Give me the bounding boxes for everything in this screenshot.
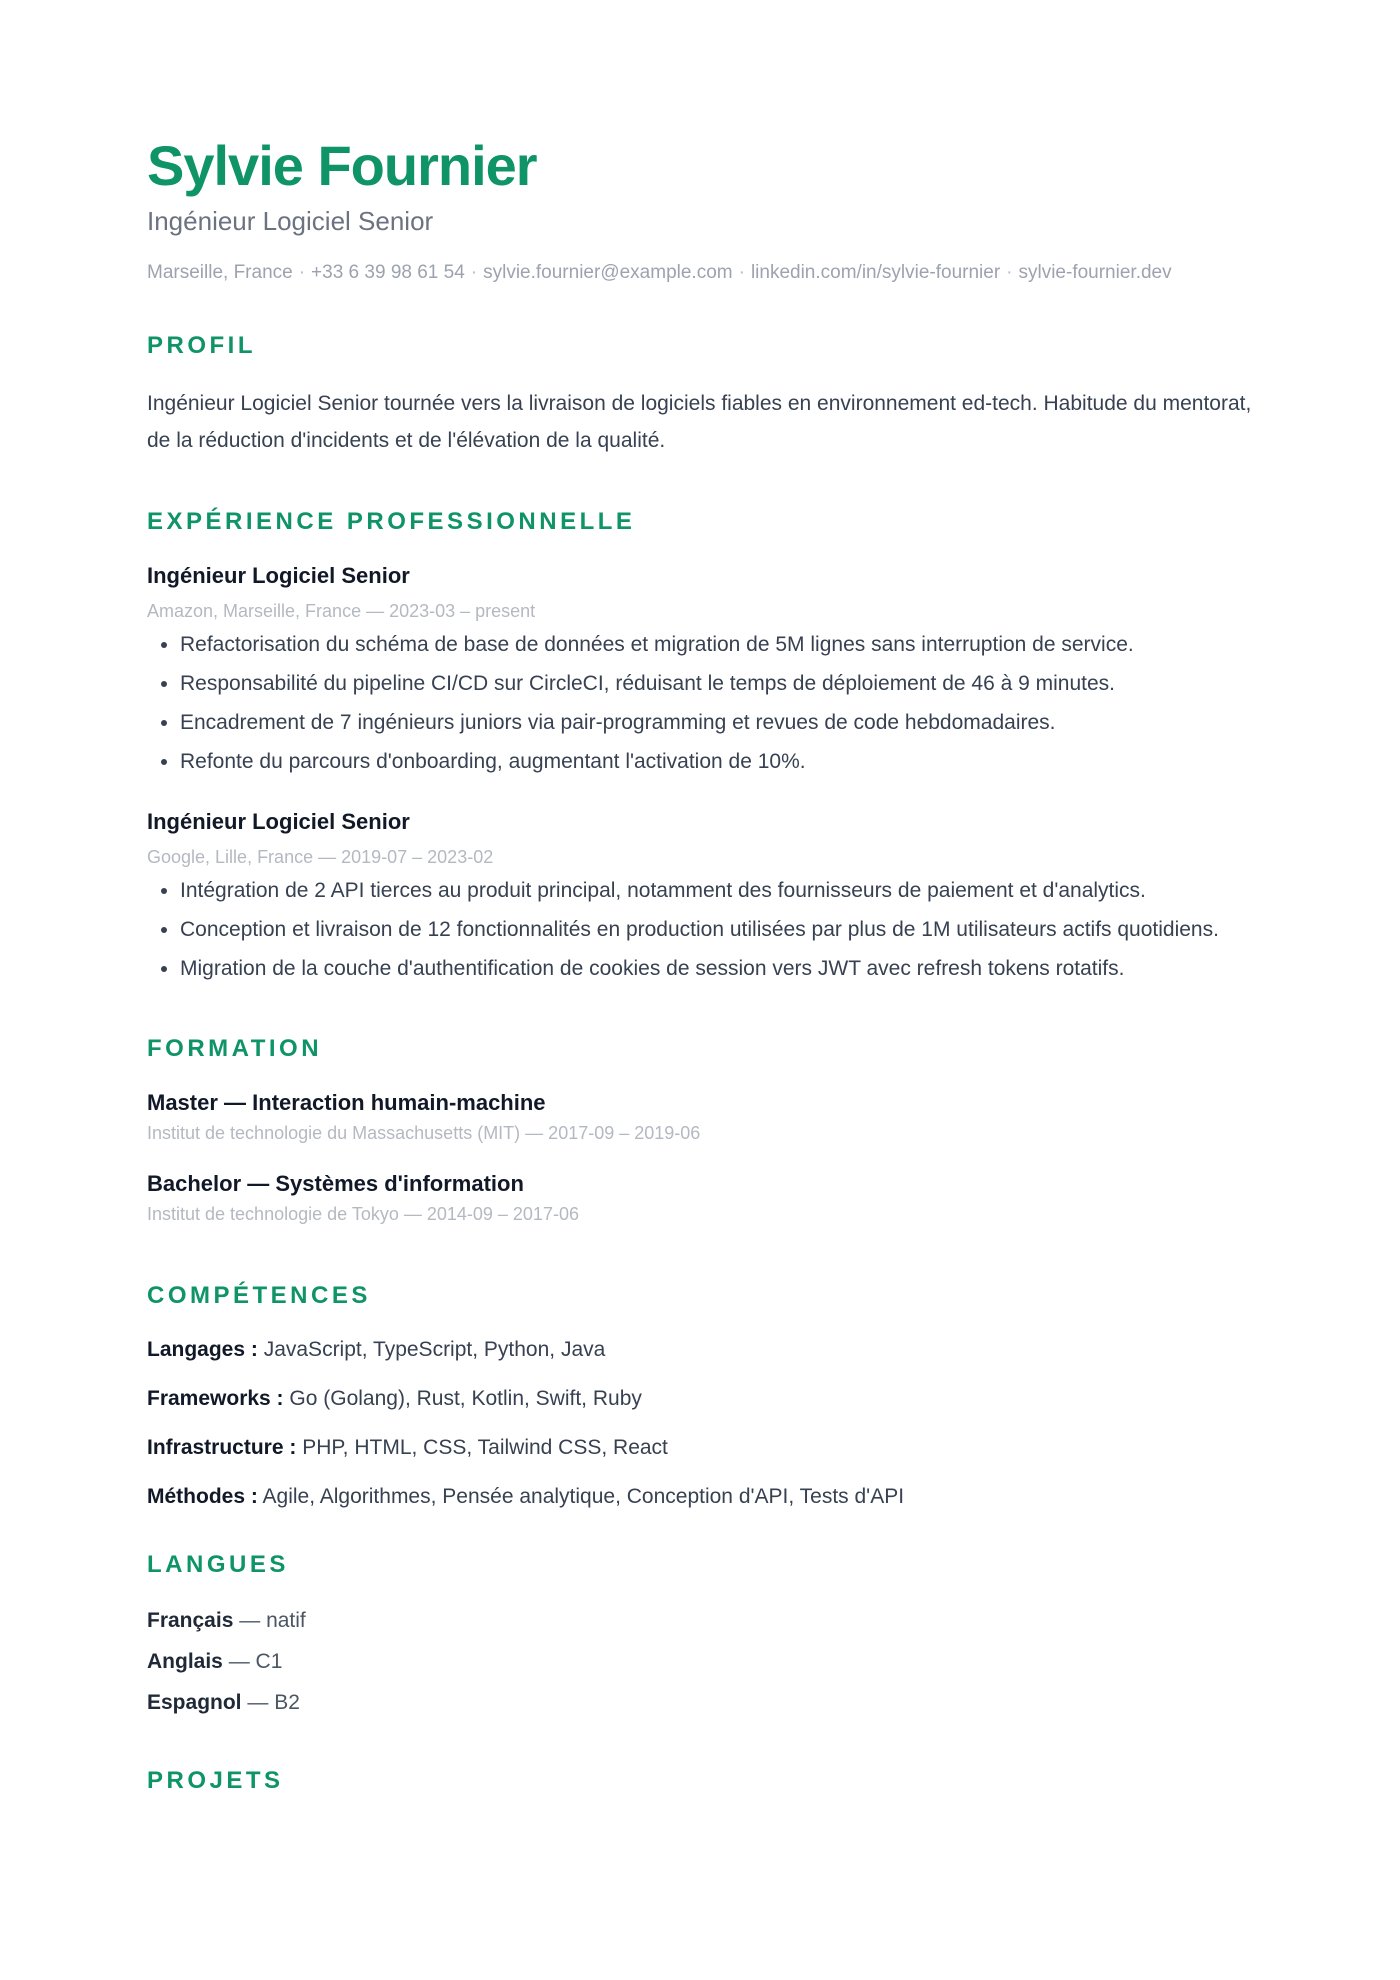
skill-row	[147, 1384, 1253, 1414]
skill-value: JavaScript, TypeScript, Python, Java	[263, 1338, 606, 1361]
contact-email[interactable]: sylvie.fournier@example.com	[483, 262, 733, 283]
language-name: Espagnol	[147, 1691, 242, 1714]
languages-section	[147, 1550, 1253, 1718]
job-meta: Amazon, Marseille, France — 2023-03 – present	[147, 601, 536, 621]
language-level: — natif	[239, 1609, 306, 1632]
education-title: Bachelor — Systèmes d'information	[147, 1171, 524, 1196]
job-bullet: • Encadrement de 7 ingénieurs juniors via pair-programming et revues de code hebdomadaires.	[180, 706, 1253, 740]
job-title: Ingénieur Logiciel Senior	[147, 563, 410, 588]
contact-website[interactable]: sylvie-fournier.dev	[1018, 262, 1172, 283]
skill-value: PHP, HTML, CSS, Tailwind CSS, React	[302, 1436, 668, 1459]
profile-heading: PROFIL	[147, 332, 256, 359]
language-name: Français	[147, 1609, 234, 1632]
job-bullet: • Migration de la couche d'authentification de cookies de session vers JWT avec refresh tokens rotatifs.	[180, 952, 1253, 986]
education-meta: Institut de technologie de Tokyo — 2014-09 – 2017-06	[147, 1204, 579, 1224]
contact-separator: ·	[738, 262, 745, 283]
languages-heading: LANGUES	[147, 1551, 289, 1578]
contact-separator: ·	[298, 262, 306, 283]
skills-section	[147, 1281, 1253, 1512]
experience-heading: EXPÉRIENCE PROFESSIONNELLE	[147, 508, 636, 535]
experience-section	[147, 507, 1253, 986]
profile-section	[147, 331, 1253, 459]
skill-label: Méthodes :	[147, 1485, 258, 1508]
language-row	[147, 1606, 1253, 1636]
skill-label: Infrastructure :	[147, 1436, 297, 1459]
job-bullet: • Refonte du parcours d'onboarding, augmentant l'activation de 10%.	[180, 745, 1253, 779]
job-meta: Google, Lille, France — 2019-07 – 2023-02	[147, 847, 494, 867]
skill-row	[147, 1433, 1253, 1463]
skills-list	[147, 1335, 1253, 1512]
contact-linkedin[interactable]: linkedin.com/in/sylvie-fournier	[750, 262, 1001, 283]
job-title: Ingénieur Logiciel Senior	[147, 809, 410, 834]
candidate-name: Sylvie Fournier	[147, 134, 537, 197]
job-entry	[147, 561, 1253, 779]
skills-heading: COMPÉTENCES	[147, 1282, 371, 1309]
job-entry	[147, 807, 1253, 986]
contact-separator: ·	[470, 262, 478, 283]
skill-row	[147, 1482, 1253, 1512]
projects-heading: PROJETS	[147, 1767, 284, 1794]
projects-section	[147, 1766, 1253, 1796]
job-bullet: • Responsabilité du pipeline CI/CD sur CircleCI, réduisant le temps de déploiement de 46 à 9 minutes.	[180, 667, 1253, 701]
contact-phone[interactable]: +33 6 39 98 61 54	[311, 262, 465, 283]
contact-location: Marseille, France	[147, 262, 293, 283]
education-entry	[147, 1088, 1253, 1146]
resume-header	[147, 132, 1253, 286]
language-name: Anglais	[147, 1650, 223, 1673]
education-section	[147, 1034, 1253, 1227]
language-level: — C1	[228, 1650, 283, 1673]
language-row	[147, 1647, 1253, 1677]
skill-label: Frameworks :	[147, 1387, 284, 1410]
language-level: — B2	[247, 1691, 300, 1714]
skill-value: Agile, Algorithmes, Pensée analytique, Conception d'API, Tests d'API	[262, 1485, 905, 1508]
skill-row	[147, 1335, 1253, 1365]
education-meta: Institut de technologie du Massachusetts (MIT) — 2017-09 – 2019-06	[147, 1123, 701, 1143]
contact-separator: ·	[1006, 262, 1013, 283]
education-heading: FORMATION	[147, 1035, 323, 1062]
job-bullet: • Intégration de 2 API tierces au produit principal, notamment des fournisseurs de paiement et d'analytics.	[180, 874, 1253, 908]
languages-list	[147, 1606, 1253, 1718]
language-row	[147, 1688, 1253, 1718]
education-entry	[147, 1169, 1253, 1227]
contact-line	[147, 260, 1253, 286]
job-bullet: • Refactorisation du schéma de base de données et migration de 5M lignes sans interruption de service.	[180, 628, 1253, 662]
education-title: Master — Interaction humain-machine	[147, 1090, 546, 1115]
job-bullet: • Conception et livraison de 12 fonctionnalités en production utilisées par plus de 1M utilisateurs actifs quotidiens.	[180, 913, 1253, 947]
skill-value: Go (Golang), Rust, Kotlin, Swift, Ruby	[289, 1387, 642, 1410]
job-bullets	[147, 628, 1253, 779]
skill-label: Langages :	[147, 1338, 258, 1361]
profile-text: Ingénieur Logiciel Senior tournée vers la livraison de logiciels fiables en environnement ed-tech. Habitude du mentorat, de la réduction d'incidents et de l'élévation de la qualité.	[147, 392, 1252, 452]
candidate-title: Ingénieur Logiciel Senior	[147, 206, 434, 236]
job-bullets	[147, 874, 1253, 986]
